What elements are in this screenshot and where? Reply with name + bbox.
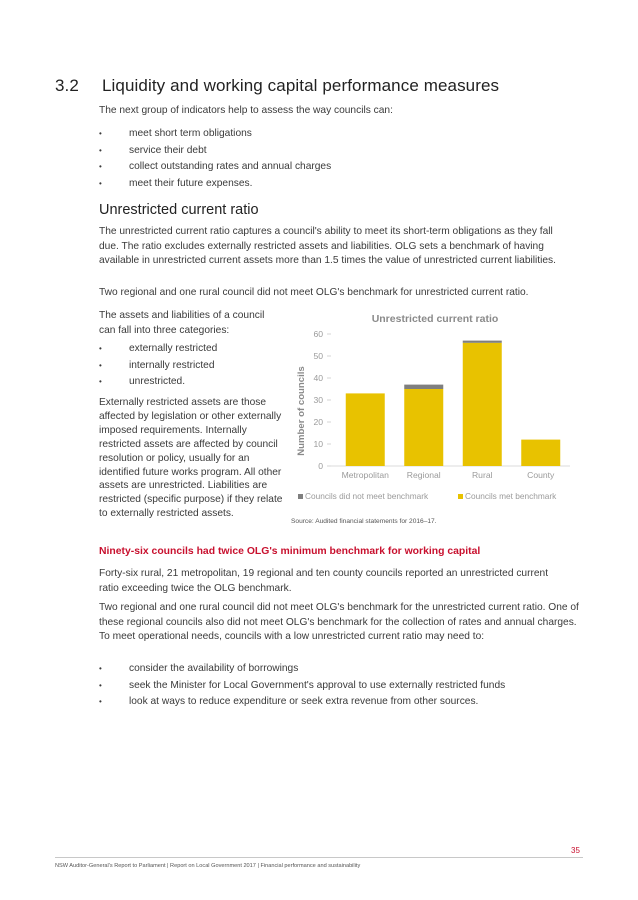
bar-not-met-regional [404, 385, 443, 389]
bar-met-metropolitan [346, 393, 385, 466]
list-item: • seek the Minister for Local Government's approval to use externally restricted funds [99, 678, 579, 695]
list-item: • collect outstanding rates and annual charges [99, 159, 579, 176]
bar-met-county [521, 440, 560, 466]
list-item: • consider the availability of borrowings [99, 661, 579, 678]
x-tick-label: Regional [406, 470, 441, 480]
paragraph-2: Two regional and one rural council did not meet OLG's benchmark for unrestricted current ratio. [99, 287, 529, 298]
x-tick-label: Rural [471, 470, 493, 480]
action-bullet-list [99, 661, 579, 711]
list-item: • service their debt [99, 143, 579, 160]
y-tick-label: 60 [313, 329, 323, 339]
left-column-body: Externally restricted assets are those affected by legislation or other externally imposed requirements. Internally restricted assets are affected by council resolution or policy, usually for an identified future works program. All other assets are unrestricted. Liabilities are restricted (specific purpose) if they relate to externally restricted assets. [99, 397, 283, 520]
y-tick-label: 20 [313, 417, 323, 427]
bar-chart [290, 326, 580, 526]
section-number: 3.2 [55, 76, 79, 95]
list-item: • meet short term obligations [99, 126, 579, 143]
section-heading [55, 76, 499, 96]
list-item: • unrestricted. [99, 374, 279, 391]
legend-swatch [458, 494, 463, 499]
list-item: • externally restricted [99, 341, 279, 358]
footer-divider [55, 857, 583, 858]
list-item: • internally restricted [99, 358, 279, 375]
chart-title: Unrestricted current ratio [371, 313, 499, 325]
bar-met-regional [404, 389, 443, 466]
legend-label: Councils did not meet benchmark [305, 491, 429, 501]
y-tick-label: 30 [313, 395, 323, 405]
x-tick-label: Metropolitan [341, 470, 389, 480]
list-item: • meet their future expenses. [99, 176, 579, 193]
intro-bullet-list [99, 126, 579, 192]
bar-not-met-rural [463, 341, 502, 343]
x-tick-label: County [527, 470, 555, 480]
legend-label: Councils met benchmark [465, 491, 557, 501]
category-bullet-list [99, 341, 279, 391]
list-item: • look at ways to reduce expenditure or seek extra revenue from other sources. [99, 694, 579, 711]
legend-swatch [298, 494, 303, 499]
y-tick-label: 10 [313, 439, 323, 449]
y-tick-label: 50 [313, 351, 323, 361]
intro-text: The next group of indicators help to assess the way councils can: [99, 105, 393, 116]
bar-met-rural [463, 343, 502, 466]
highlight-heading: Ninety-six councils had twice OLG's minimum benchmark for working capital [99, 546, 481, 557]
footer-text: NSW Auditor-General's Report to Parliament | Report on Local Government 2017 | Financial performance and sustainability [55, 863, 361, 869]
y-axis-label: Number of councils [296, 366, 307, 456]
chart-source: Source: Audited financial statements for 2016–17. [291, 518, 437, 525]
paragraph-4: Two regional and one rural council did not meet OLG's benchmark for the unrestricted current ratio. One of these regional councils also did not meet OLG's benchmark for the collection of rates and annual charges. To meet operational needs, councils with a low unrestricted current ratio may need to: [99, 602, 579, 643]
page-number: 35 [571, 846, 580, 855]
section-title: Liquidity and working capital performance measures [102, 76, 500, 95]
paragraph-3: Forty-six rural, 21 metropolitan, 19 regional and ten county councils reported an unrestricted current ratio exceeding twice the OLG benchmark. [99, 568, 549, 594]
paragraph-1: The unrestricted current ratio captures a council's ability to meet its short-term obligations as they fall due. The ratio excludes externally restricted assets and liabilities. OLG sets a benchmark of having available in unrestricted current assets more than 1.5 times the value of unrestricted current liabilities. [99, 226, 556, 267]
y-tick-label: 40 [313, 373, 323, 383]
left-column-intro: The assets and liabilities of a council can fall into three categories: [99, 310, 265, 336]
y-tick-label: 0 [318, 461, 323, 471]
subheading: Unrestricted current ratio [99, 202, 259, 218]
